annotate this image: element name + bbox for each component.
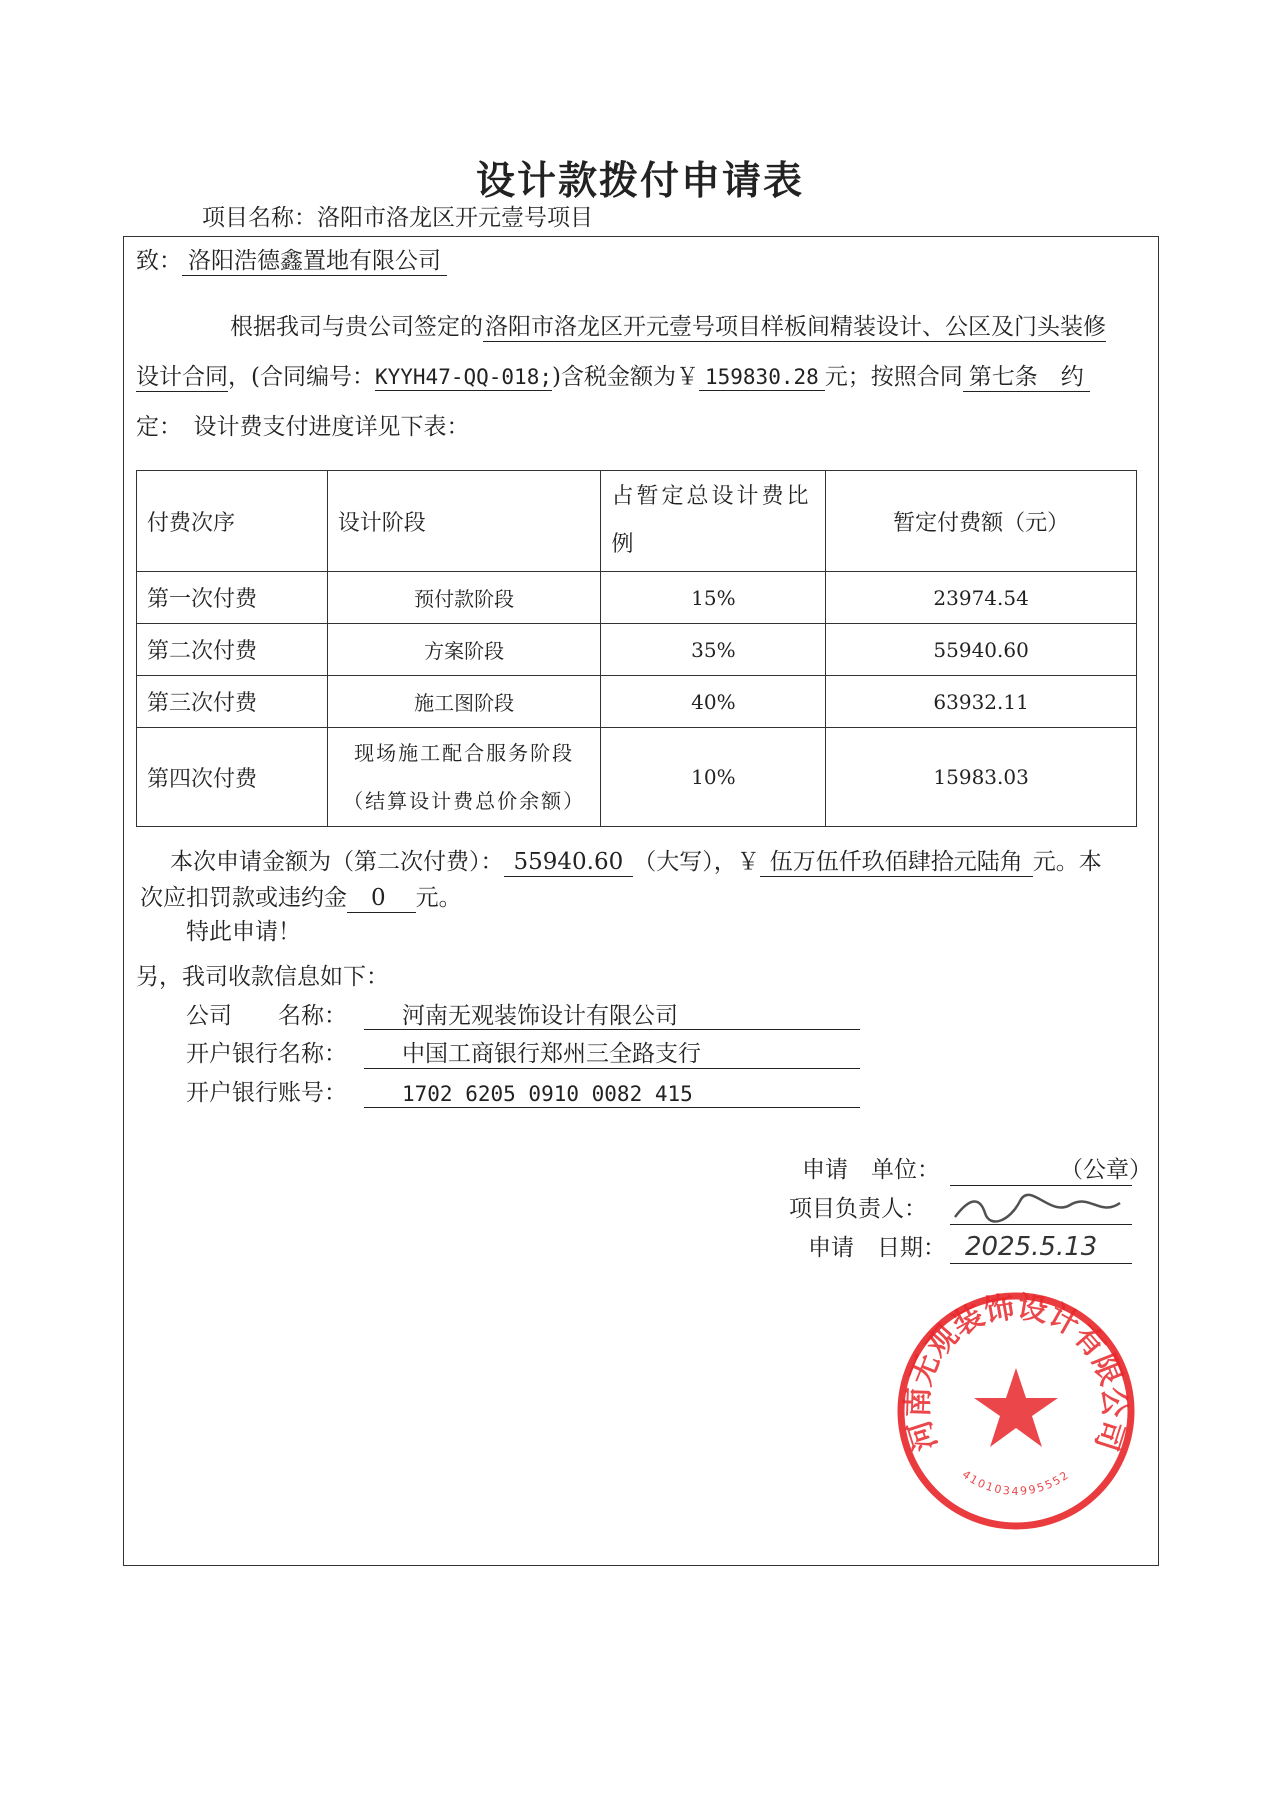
cell: 第三次付费 — [137, 676, 328, 728]
para-line-3: 定： 设计费支付进度详见下表： — [136, 414, 470, 440]
project-name — [202, 207, 593, 230]
contract-clause: 第七条 约 — [963, 366, 1090, 392]
header-cell: 付费次序 — [137, 471, 328, 572]
bank-value: 中国工商银行郑州三全路支行 — [402, 1041, 701, 1067]
cell: 方案阶段 — [327, 624, 601, 676]
underline — [364, 1068, 860, 1069]
table-row — [137, 676, 1137, 728]
para-line-2 — [136, 366, 1090, 392]
manager-label: 项目负责人： — [789, 1196, 927, 1222]
company-seal — [895, 1290, 1137, 1532]
star-icon — [974, 1368, 1058, 1447]
bank-label: 开户银行名称： — [186, 1041, 347, 1067]
cell: 40% — [601, 676, 826, 728]
to-value: 洛阳浩德鑫置地有限公司 — [182, 250, 447, 276]
cell: 15983.03 — [826, 728, 1137, 827]
applicant-unit-label: 申请 单位： — [802, 1157, 940, 1183]
header-cell: 设计阶段 — [327, 471, 601, 572]
cell: 55940.60 — [826, 624, 1137, 676]
request-amount: 55940.60 — [504, 851, 634, 877]
cell: 15% — [601, 572, 826, 624]
para-text: 元；按照合同 — [824, 364, 963, 390]
seal-text: 河南无观装饰设计有限公司 — [900, 1290, 1132, 1455]
date-handwritten: 2025.5.13 — [965, 1232, 1098, 1262]
header-cell: 暂定付费额（元） — [826, 471, 1137, 572]
cell: 35% — [601, 624, 826, 676]
cell: 现场施工配合服务阶段（结算设计费总价余额） — [327, 728, 601, 827]
cell: 预付款阶段 — [327, 572, 601, 624]
underline — [950, 1224, 1132, 1225]
account-value: 1702 6205 0910 0082 415 — [402, 1082, 693, 1106]
payment-table — [136, 470, 1137, 827]
cell: 10% — [601, 728, 826, 827]
account-label: 开户银行账号： — [186, 1080, 347, 1106]
cell: 施工图阶段 — [327, 676, 601, 728]
text: 元。 — [415, 885, 462, 911]
table-row — [137, 728, 1137, 827]
svg-text:4101034995552 — [960, 1468, 1072, 1498]
underline — [364, 1029, 860, 1030]
header-cell: 占暂定总设计费比例 — [601, 471, 826, 572]
seal-note: （公章） — [1060, 1157, 1152, 1183]
cell: 63932.11 — [826, 676, 1137, 728]
page-title: 设计款拨付申请表 — [475, 158, 804, 204]
to-label: 致： — [136, 248, 182, 274]
project-label: 项目名称： — [202, 205, 317, 231]
para-text: 根据我司与贵公司签定的 — [230, 314, 483, 340]
seal-number: 4101034995552 — [959, 1467, 1073, 1498]
cell: 第四次付费 — [137, 728, 328, 827]
contract-name: 洛阳市洛龙区开元壹号项目样板间精装设计、公区及门头装修 — [485, 314, 1106, 340]
text: 元。本 — [1032, 849, 1102, 875]
bank-intro: 另，我司收款信息如下： — [136, 964, 389, 990]
project-value: 洛阳市洛龙区开元壹号项目 — [317, 205, 593, 231]
underline — [364, 1107, 860, 1108]
request-line-1 — [170, 851, 1102, 877]
text: 本次申请金额为（第二次付费）： — [170, 849, 504, 875]
underline — [950, 1185, 1132, 1186]
recipient — [136, 250, 447, 276]
para-text: ，(合同编号： — [228, 364, 375, 390]
date-label: 申请 日期： — [808, 1235, 946, 1261]
table-row — [137, 624, 1137, 676]
company-label: 公司 名称： — [186, 1003, 347, 1029]
signature — [950, 1193, 1130, 1223]
table-header — [137, 471, 1137, 572]
cell: 23974.54 — [826, 572, 1137, 624]
para-text: )含税金额为￥ — [552, 364, 699, 390]
contract-amount: 159830.28 — [699, 367, 825, 391]
cell: 第一次付费 — [137, 572, 328, 624]
contract-name-cont: 设计合同 — [136, 364, 228, 390]
underline — [950, 1263, 1132, 1264]
cell: 第二次付费 — [137, 624, 328, 676]
text: （大写），￥ — [633, 849, 760, 875]
company-value: 河南无观装饰设计有限公司 — [402, 1003, 678, 1029]
request-closing: 特此申请！ — [186, 919, 301, 945]
contract-no: KYYH47-QQ-018; — [374, 365, 552, 389]
request-line-2 — [140, 887, 462, 913]
request-amount-cn: 伍万伍仟玖佰肆拾元陆角 — [760, 851, 1033, 877]
para-line-1 — [230, 316, 1106, 342]
text: 次应扣罚款或违约金 — [140, 885, 347, 911]
penalty-amount: 0 — [347, 887, 416, 913]
table-row — [137, 572, 1137, 624]
